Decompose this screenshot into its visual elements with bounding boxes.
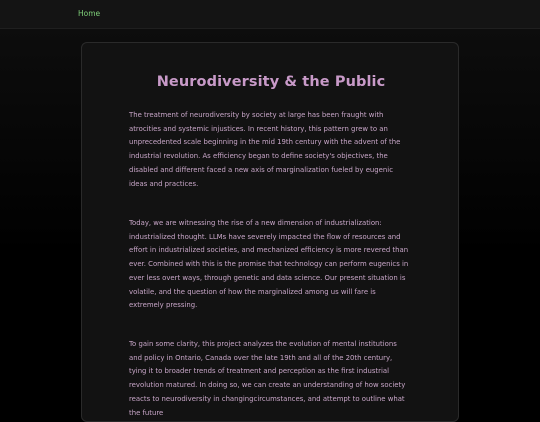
article-paragraph-1: The treatment of neurodiversity by society at large has been fraught with atrocities and systemic injustices. In recent history, this pattern grew to an unprecedented scale beginning in the mid 19th century with the advent of the industrial revolution. As efficiency began to define society's objectives, the disabled and different faced a new axis of marginalization fueled by eugenic ideas and practices. [129, 111, 401, 188]
top-nav-bar [0, 0, 540, 29]
article-paragraph-3: To gain some clarity, this project analyzes the evolution of mental institutions and policy in Ontario, Canada over the late 19th and all of the 20th century, tying it to broader trends of treatment and perception as the first industrial revolution matured. In doing so, we can create an understanding of how society reacts to neurodiversity in changingcircumstances, and attempt to outline what the future [129, 340, 406, 417]
page-title: Neurodiversity & the Public [156, 74, 386, 90]
article-card [81, 42, 459, 422]
article-paragraph-2: Today, we are witnessing the rise of a new dimension of industrialization: industrialized thought. LLMs have severely impacted the flow of resources and effort in industrialized societies, and mechanized efficiency is more revered than ever. Combined with this is the promise that technology can perform eugenics in ever less overt ways, through genetic and data science. Our present situation is volatile, and the question of how the marginalized among us will fare is extremely pressing. [129, 219, 409, 310]
nav-link-home[interactable]: Home [78, 9, 101, 18]
